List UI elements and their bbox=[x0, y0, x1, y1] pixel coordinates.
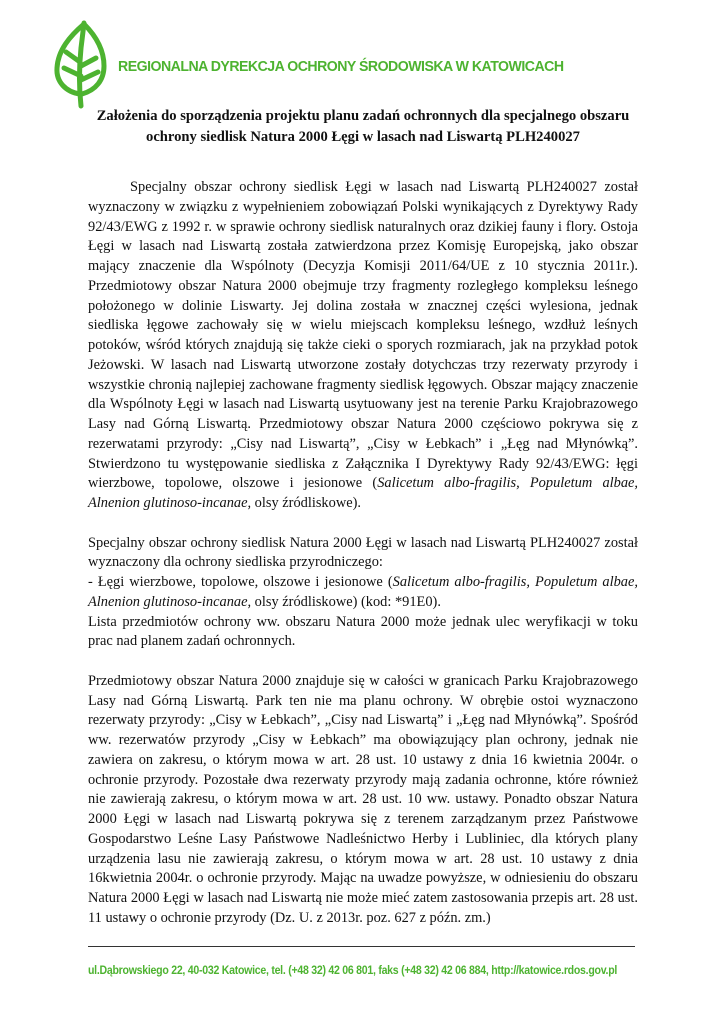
habitat-item-latin: Salicetum albo-fragilis, Populetum albae, Alnenion glutinoso-incanae, bbox=[88, 574, 638, 610]
footer-divider bbox=[88, 946, 635, 947]
habitat-latin-names: Salicetum albo-fragilis, Populetum albae, Alnenion glutinoso-incanae, bbox=[88, 475, 639, 511]
habitat-item-code: olsy źródliskowe) (kod: *91E0). bbox=[251, 593, 441, 610]
footer-contact: ul.Dąbrowskiego 22, 40-032 Katowice, tel. (+48 32) 42 06 801, faks (+48 32) 42 06 884, http://katowice.rdos.gov.pl bbox=[88, 963, 618, 977]
document-title: Założenia do sporządzenia projektu planu zadań ochronnych dla specjalnego obszaru ochrony siedlisk Natura 2000 Łęgi w lasach nad Liswartą PLH240027 bbox=[96, 108, 630, 145]
habitat-item-text: - Łęgi wierzbowe, topolowe, olszowe i jesionowe ( bbox=[88, 574, 393, 590]
document-body bbox=[88, 178, 638, 929]
leaf-icon bbox=[52, 18, 108, 110]
habitat-list-item bbox=[88, 573, 638, 613]
paragraph-1-text: Specjalny obszar ochrony siedlisk Łęgi w lasach nad Liswartą PLH240027 został wyznaczony w związku z wypełnieniem zobowiązań Polski wynikających z Dyrektywy Rady 92/43/EWG z 1992 r. w sprawie ochrony siedlisk naturalnych oraz dzikiej fauny i flory. Ostoja Łęgi w lasach nad Liswartą została zatwierdzona przez Komisję Europejską, jako obszar mający znaczenie dla Wspólnoty (Decyzja Komisji 2011/64/UE z 10 stycznia 2011r.). Przedmiotowy obszar Natura 2000 obejmuje trzy fragmenty rozległego kompleksu leśnego położonego w dolinie Liswarty. Jej dolina została w znacznej części wylesiona, jednak siedliska łęgowe zachowały się w wielu miejscach kompleksu leśnego, wzdłuż leśnych potoków, wśród których znajdują się także cieki o sporych rozmiarach, jak na przykład potok Jeżowski. W lasach nad Liswartą utworzone zostały dotychczas trzy rezerwaty przyrody i wszystkie chronią najlepiej zachowane fragmenty siedlisk łęgowych. Obszar mający znaczenie dla Wspólnoty Łęgi w lasach nad Liswartą usytuowany jest na terenie Parku Krajobrazowego Lasy nad Górną Liswartą. Przedmiotowy obszar Natura 2000 częściowo pokrywa się z rezerwatami przyrody: „Cisy nad Liswartą”, „Cisy w Łebkach” i „Łęg nad Młynówką”. Stwierdzono tu występowanie siedliska z Załącznika I Dyrektywy Rady 92/43/EWG: łęgi wierzbowe, topolowe, olszowe i jesionowe ( bbox=[88, 179, 638, 492]
verification-note: Lista przedmiotów ochrony ww. obszaru Natura 2000 może jednak ulec weryfikacji w toku prac nad planem zadań ochronnych. bbox=[88, 613, 638, 650]
paragraph-2: Specjalny obszar ochrony siedlisk Natura 2000 Łęgi w lasach nad Liswartą PLH240027 został wyznaczony dla ochrony siedliska przyrodniczego: bbox=[88, 534, 638, 571]
paragraph-1-end: olsy źródliskowe). bbox=[251, 495, 361, 511]
paragraph-1 bbox=[88, 178, 638, 514]
agency-name: REGIONALNA DYREKCJA OCHRONY ŚRODOWISKA W KATOWICACH bbox=[118, 58, 564, 75]
paragraph-3: Przedmiotowy obszar Natura 2000 znajduje się w całości w granicach Parku Krajobrazowego Lasy nad Górną Liswartą. Park ten nie ma planu ochrony. W obrębie ostoi wyznaczono rezerwaty przyrody: „Cisy w Łebkach”, „Cisy nad Liswartą” i „Łęg nad Młynówką”. Spośród ww. rezerwatów przyrody „Cisy w Łebkach” ma obowiązujący plan ochrony, jednak nie zawiera on zakresu, o którym mowa w art. 28 ust. 10 ustawy z dnia 16 kwietnia 2004r. o ochronie przyrody. Pozostałe dwa rezerwaty przyrody mają zadania ochronne, które również nie zawierają zakresu, o którym mowa w art. 28 ust. 10 ww. ustawy. Ponadto obszar Natura 2000 Łęgi w lasach nad Liswartą pokrywa się z terenem zarządzanym przez Państwowe Gospodarstwo Leśne Lasy Państwowe Nadleśnictwo Herby i Lubliniec, dla których plany urządzenia lasu nie zawierają zakresu, o którym mowa w art. 28 ust. 10 ustawy z dnia 16kwietnia 2004r. o ochronie przyrody. Mając na uwadze powyższe, w odniesieniu do obszaru Natura 2000 Łęgi w lasach nad Liswartą nie może mieć zatem zastosowania przepis art. 28 ust. 11 ustawy o ochronie przyrody (Dz. U. z 2013r. poz. 627 z późn. zm.) bbox=[88, 672, 638, 926]
